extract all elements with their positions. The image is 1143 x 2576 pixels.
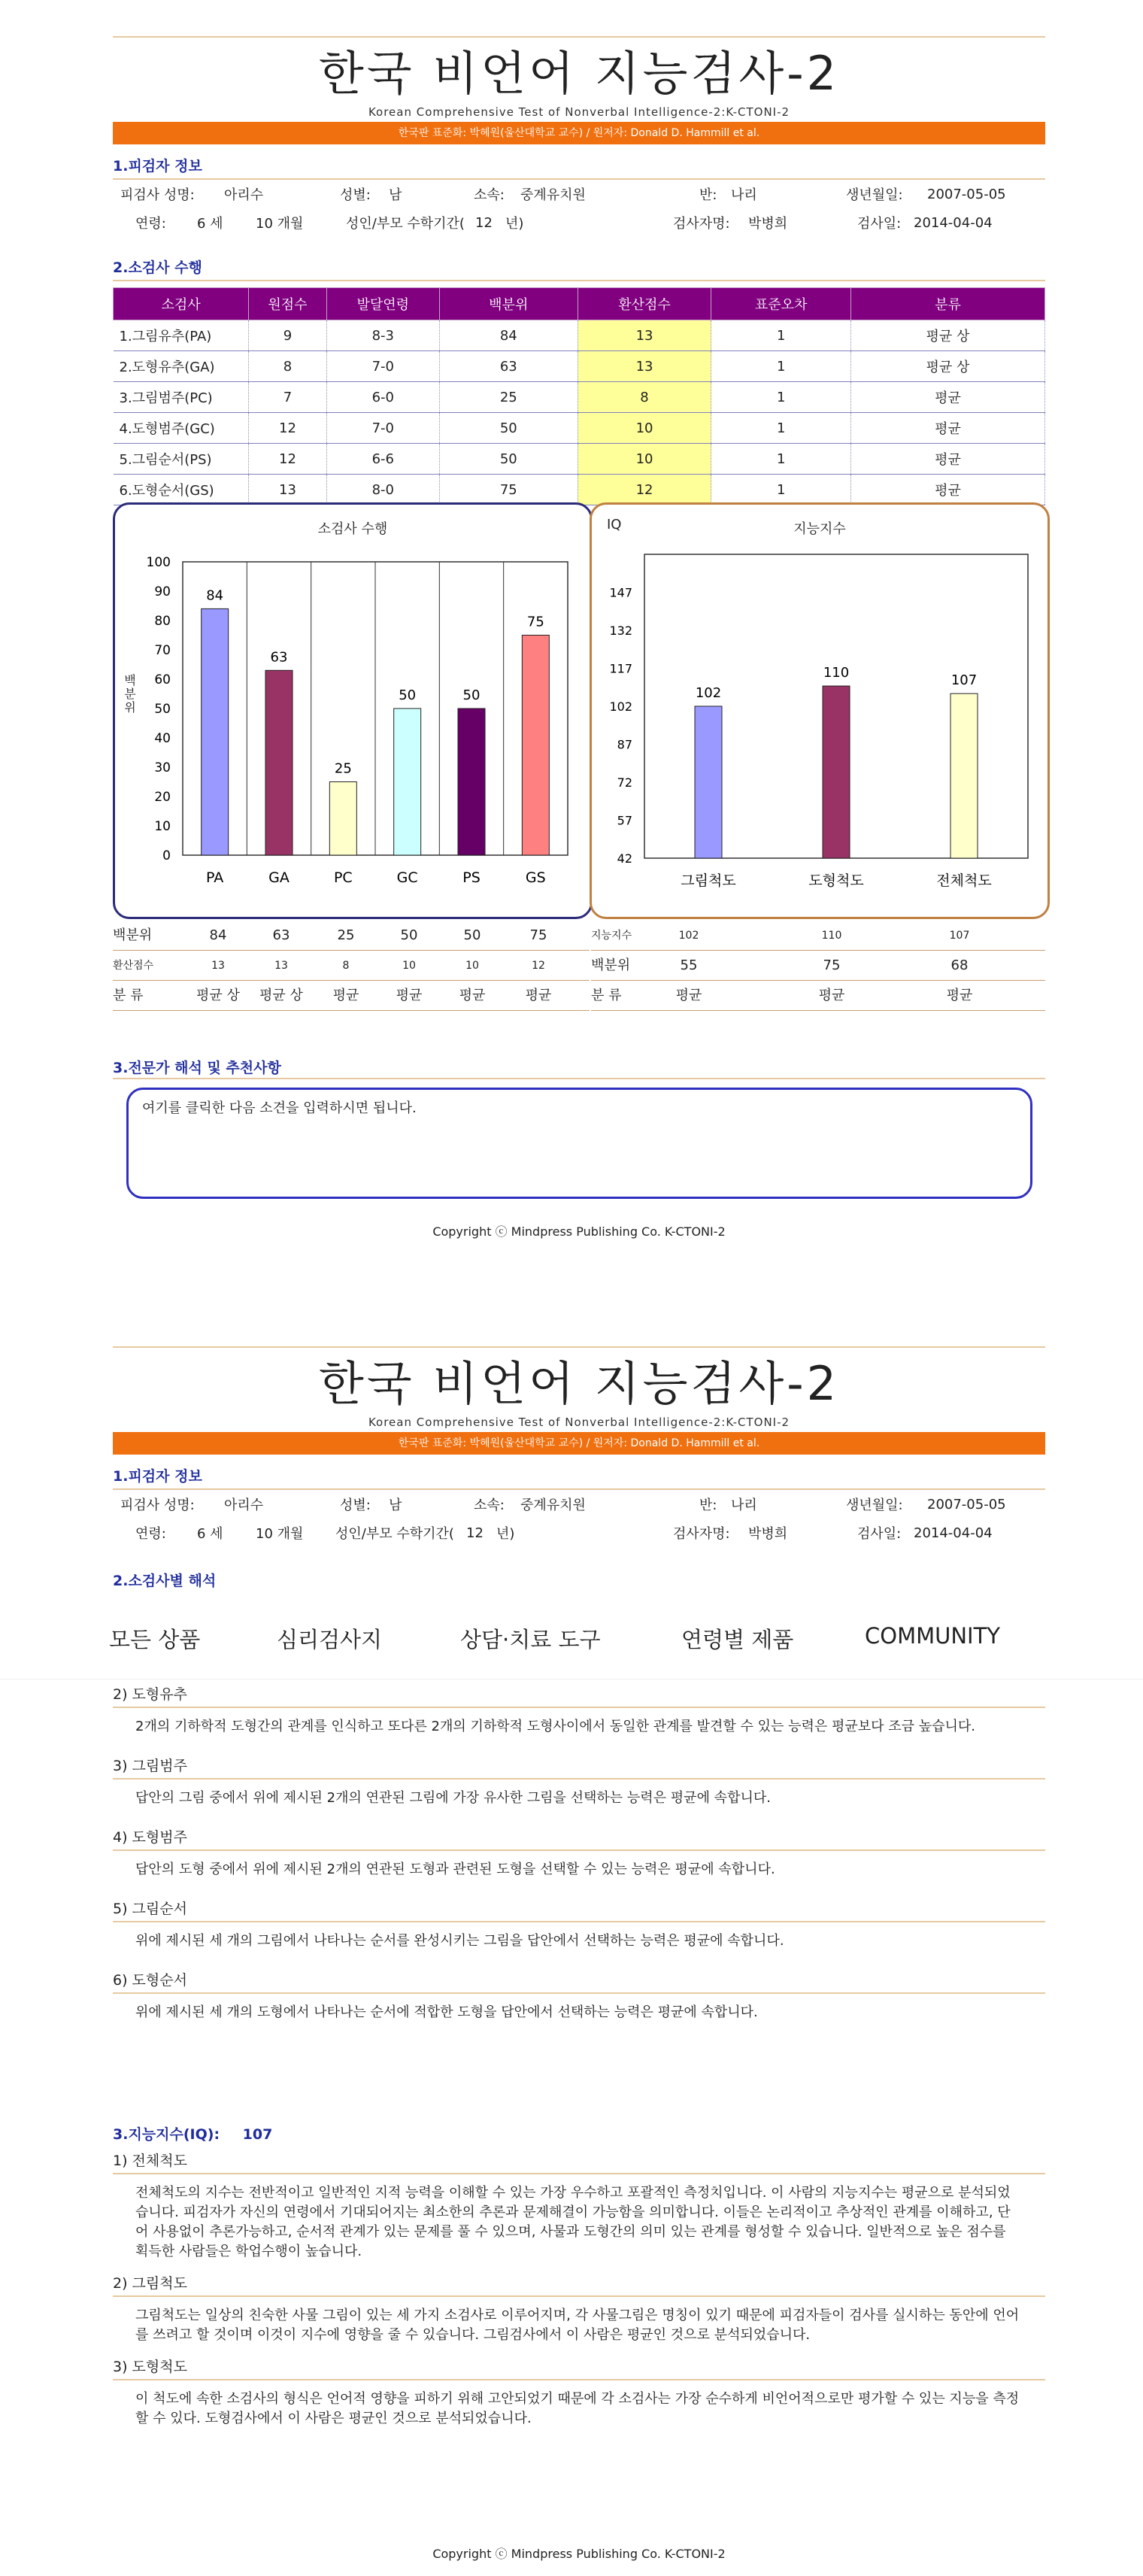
edu-years: 12	[466, 1525, 484, 1541]
subtest-cell: 4.도형범주(GC)	[114, 413, 249, 444]
summary-cell: 10	[402, 960, 416, 972]
test-date-value: 2014-04-04	[914, 1525, 993, 1541]
interp-heading: 2) 그림척도	[113, 2275, 187, 2292]
summary-cell: 75	[823, 957, 841, 973]
gender-value: 남	[389, 187, 402, 203]
y-tick-label: 60	[154, 672, 171, 687]
subtest-cell: 13	[249, 475, 326, 505]
subtest-cell: 6-0	[326, 382, 439, 413]
summary-cell: 평균	[675, 988, 702, 1003]
authors-bar: 한국판 표준화: 박혜원(울산대학교 교수) / 원저자: Donald D. Hammill et al.	[113, 122, 1045, 144]
section-examinee-title: 1.피검자 정보	[113, 158, 202, 174]
subtest-cell: 12	[249, 413, 326, 444]
section-iq-title	[113, 2123, 272, 2144]
subtest-cell: 75	[439, 475, 578, 505]
name-value: 아리수	[224, 187, 264, 203]
y-tick-label: 70	[154, 643, 171, 658]
summary-cell: 84	[209, 927, 227, 943]
subtest-cell: 12	[249, 444, 326, 475]
subtest-cell: 10	[578, 444, 711, 475]
section-divider	[113, 280, 1045, 281]
subtest-cell: 평균 상	[850, 320, 1044, 351]
y-tick-label: 20	[154, 790, 171, 805]
examiner-value: 박병희	[748, 216, 788, 232]
interp-text: 답안의 도형 중에서 위에 제시된 2개의 연관된 도형과 관련된 도형을 선택할 수 있는 능력은 평균에 속합니다.	[135, 1861, 775, 1877]
nav-item[interactable]: 상담·치료 도구	[460, 1627, 601, 1652]
name-label: 피검사 성명:	[120, 187, 195, 203]
iq-title-value: 107	[242, 2126, 273, 2143]
summary-cell: 110	[821, 930, 842, 942]
subtest-cell: 평균	[850, 382, 1044, 413]
nav-item[interactable]: COMMUNITY	[865, 1623, 1001, 1649]
interp-heading: 3) 그림범주	[113, 1758, 187, 1774]
summary-cell: 13	[274, 960, 288, 972]
iq-interpretation-list	[113, 2150, 1045, 2432]
birth-label: 생년월일:	[846, 1497, 903, 1513]
name-value: 아리수	[224, 1497, 264, 1513]
affiliation-label: 소속:	[474, 187, 505, 203]
subtest-table	[113, 287, 1045, 505]
bar-ps	[458, 708, 485, 855]
affiliation-value: 중계유치원	[520, 1497, 586, 1513]
summary-cell: 12	[532, 960, 545, 972]
summary-cell: 13	[211, 960, 225, 972]
birth-value: 2007-05-05	[927, 1496, 1006, 1513]
subtest-bar-chart	[115, 505, 590, 917]
summary-cell: 50	[463, 927, 481, 943]
subtest-header-row	[114, 288, 1045, 320]
summary-cell: 평균	[396, 988, 423, 1003]
report-subtitle: Korean Comprehensive Test of Nonverbal Intelligence-2:K-CTONI-2	[368, 105, 790, 119]
nav-item[interactable]: 심리검사지	[277, 1627, 383, 1652]
interp-text: 이 척도에 속한 소검사의 형식은 언어적 영향을 피하기 위해 고안되었기 때문에 각 소검사는 가장 순수하게 비언어적으로만 평가할 수 있는 지능을 측정할 수 있다. 도형검사에서 이 사람은 평균인 것으로 분석되었습니다.	[135, 2391, 1020, 2426]
subtest-cell: 2.도형유추(GA)	[114, 351, 249, 382]
bar-value-label: 50	[399, 687, 417, 703]
subtest-cell: 8-0	[326, 475, 439, 505]
summary-row-label: 환산점수	[113, 960, 154, 972]
subtest-cell: 7-0	[326, 413, 439, 444]
interp-heading: 4) 도형범주	[113, 1829, 187, 1846]
summary-row	[591, 921, 1045, 951]
x-category-label: GC	[396, 869, 418, 886]
age-months: 10 개월	[256, 216, 304, 232]
subtest-cell: 5.그림순서(PS)	[114, 444, 249, 475]
edu-label: 성인/부모 수학기간(	[335, 1526, 454, 1542]
test-date-label: 검사일:	[857, 1526, 902, 1542]
expert-comment-input[interactable]: 여기를 클릭한 다음 소견을 입력하시면 됩니다.	[126, 1088, 1032, 1199]
summary-cell: 50	[400, 927, 418, 943]
copyright-page-2: Copyright ⓒ Mindpress Publishing Co. K-CTONI-2	[432, 2547, 726, 2561]
edu-years: 12	[475, 214, 493, 231]
examiner-value: 박병희	[748, 1526, 788, 1542]
iq-bar-chart	[592, 505, 1047, 917]
summary-row	[591, 951, 1045, 981]
subtest-cell: 10	[578, 413, 711, 444]
summary-row-label: 분 류	[113, 988, 144, 1003]
summary-row-label: 백분위	[591, 957, 631, 973]
subtest-col-header: 원점수	[249, 288, 326, 320]
section-divider	[113, 1078, 1045, 1079]
interp-text: 위에 제시된 세 개의 그림에서 나타나는 순서를 완성시키는 그림을 답안에서 선택하는 능력은 평균에 속합니다.	[135, 1933, 784, 1949]
gender-label: 성별:	[340, 1497, 371, 1513]
subtest-col-header: 표준오차	[711, 288, 851, 320]
summary-cell: 평균 상	[196, 988, 240, 1003]
y-tick-label: 10	[154, 819, 171, 834]
subtest-cell: 3.그림범주(PC)	[114, 382, 249, 413]
summary-cell: 평균	[332, 988, 359, 1003]
x-category-label: GS	[525, 869, 546, 886]
subtest-cell: 1.그림유추(PA)	[114, 320, 249, 351]
examiner-label: 검사자명:	[673, 1526, 730, 1542]
y-tick-label: 57	[617, 813, 632, 828]
interp-text: 전체척도의 지수는 전반적이고 일반적인 지적 능력을 이해할 수 있는 가장 우수하고 포괄적인 측정치입니다. 이 사람의 지능지수는 평균으로 분석되었습니다. 피검자가 자신의 연령에서 기대되어지는 최소한의 추론과 문제해결이 가능함을 의미합니다. 이들은 논리적이고 추상적인 관계를 이해하고, 단어 사용없이 추론가능하고, 순서적 관계가 있는 문제를 풀 수 있으며, 사물과 도형간의 의미 있는 관계를 형성할 수 있습니다. 일반적으로 높은 점수를 획득한 사람들은 학업수행이 높습니다.	[135, 2185, 1011, 2259]
x-category-label: GA	[268, 869, 290, 886]
subtest-cell: 1	[711, 351, 851, 382]
edu-unit: 년)	[505, 216, 524, 232]
y-tick-label: 147	[609, 585, 632, 600]
subtest-cell: 1	[711, 382, 851, 413]
subtest-cell: 7	[249, 382, 326, 413]
examinee-row-2	[113, 208, 1045, 237]
subtest-interpretation-list	[113, 1683, 1045, 2033]
summary-row	[591, 982, 1045, 1011]
summary-row-label: 백분위	[113, 927, 153, 943]
subtest-col-header: 백분위	[439, 288, 578, 320]
summary-row	[113, 982, 590, 1011]
x-category-label: 도형척도	[808, 872, 864, 889]
x-category-label: PA	[206, 869, 224, 886]
subtest-chart-box	[113, 502, 593, 919]
iq-chart-box	[590, 502, 1050, 919]
subtest-chart-ylabel: 백분위	[124, 673, 136, 715]
interp-heading: 2) 도형유추	[113, 1686, 187, 1703]
bar-value-label: 110	[823, 665, 850, 681]
site-nav-bar	[0, 1604, 1143, 1679]
affiliation-label: 소속:	[474, 1497, 505, 1513]
subtest-row	[114, 444, 1045, 475]
section-expert-title: 3.전문가 해석 및 추천사항	[113, 1060, 281, 1076]
summary-cell: 107	[949, 930, 970, 942]
subtest-chart-title: 소검사 수행	[317, 521, 388, 537]
bar-gs	[522, 636, 549, 856]
class-label: 반:	[699, 187, 717, 203]
authors-bar: 한국판 표준화: 박혜원(울산대학교 교수) / 원저자: Donald D. Hammill et al.	[113, 1432, 1045, 1455]
examinee-row-1	[113, 1490, 1045, 1519]
x-category-label: 전체척도	[936, 872, 992, 889]
bar-pa	[202, 608, 229, 855]
y-tick-label: 40	[154, 731, 171, 746]
top-divider	[113, 1346, 1045, 1348]
interp-heading: 3) 도형척도	[113, 2359, 187, 2375]
age-label: 연령:	[135, 216, 166, 232]
age-years: 6 세	[197, 1526, 223, 1542]
subtest-cell: 6.도형순서(GS)	[114, 475, 249, 505]
subtest-cell: 1	[711, 413, 851, 444]
subtest-col-header: 분류	[850, 288, 1044, 320]
test-date-label: 검사일:	[857, 216, 902, 232]
bar-value-label: 107	[950, 672, 978, 689]
subtest-col-header: 소검사	[114, 288, 249, 320]
y-tick-label: 90	[154, 584, 171, 599]
summary-cell: 75	[529, 927, 547, 943]
examiner-label: 검사자명:	[673, 216, 730, 232]
bar-value-label: 25	[334, 760, 352, 777]
summary-row	[113, 951, 590, 981]
edu-unit: 년)	[496, 1526, 515, 1542]
summary-cell: 평균	[459, 988, 486, 1003]
summary-row-label: 분 류	[591, 988, 622, 1003]
section-interp-title: 2.소검사별 해석	[113, 1573, 217, 1589]
subtest-row	[114, 320, 1045, 351]
x-category-label: PC	[333, 869, 353, 886]
section-examinee-title: 1.피검자 정보	[113, 1468, 202, 1485]
y-tick-label: 42	[617, 851, 632, 866]
report-page-1	[113, 36, 1045, 505]
age-months: 10 개월	[256, 1526, 304, 1542]
summary-cell: 평균	[946, 988, 973, 1003]
summary-cell: 평균 상	[259, 988, 303, 1003]
subtest-cell: 평균	[850, 413, 1044, 444]
interp-heading: 1) 전체척도	[113, 2153, 187, 2169]
x-category-label: 그림척도	[681, 872, 736, 889]
y-tick-label: 100	[146, 555, 171, 570]
subtest-row	[114, 382, 1045, 413]
y-tick-label: 0	[162, 848, 171, 863]
summary-cell: 68	[950, 957, 969, 973]
subtest-cell: 13	[578, 351, 711, 382]
nav-item[interactable]: 모든 상품	[109, 1627, 201, 1652]
birth-label: 생년월일:	[846, 187, 903, 203]
name-label: 피검사 성명:	[120, 1497, 195, 1513]
report-title: 한국 비언어 지능검사-2	[318, 1356, 840, 1411]
x-category-label: PS	[462, 869, 481, 886]
report-title: 한국 비언어 지능검사-2	[318, 46, 840, 101]
interp-text: 2개의 기하학적 도형간의 관계를 인식하고 또다른 2개의 기하학적 도형사이에서 동일한 관계를 발견할 수 있는 능력은 평균보다 조금 높습니다.	[135, 1719, 976, 1734]
bar-gc	[394, 708, 421, 855]
interp-heading: 5) 그림순서	[113, 1901, 187, 1917]
nav-item[interactable]: 연령별 제품	[681, 1627, 794, 1652]
iq-title-label: 3.지능지수(IQ):	[113, 2126, 220, 2143]
subtest-cell: 84	[439, 320, 578, 351]
interp-text: 그림척도는 일상의 친숙한 사물 그림이 있는 세 가지 소검사로 이루어지며, 각 사물그림은 명칭이 있기 때문에 피검자들이 검사를 실시하는 동안에 언어를 쓰려고 할 것이며 이것이 지수에 영향을 줄 수 있습니다. 그림검사에서 이 사람은 평균인 것으로 분석되었습니다.	[135, 2307, 1020, 2343]
y-tick-label: 102	[609, 699, 632, 714]
subtest-cell: 평균 상	[850, 351, 1044, 382]
subtest-row	[114, 413, 1045, 444]
examinee-row-2	[113, 1519, 1045, 1547]
interp-text: 답안의 그림 중에서 위에 제시된 2개의 연관된 그림에 가장 유사한 그림을 선택하는 능력은 평균에 속합니다.	[135, 1790, 771, 1806]
class-value: 나리	[731, 187, 757, 203]
edu-label: 성인/부모 수학기간(	[346, 216, 465, 232]
y-tick-label: 117	[609, 661, 632, 676]
affiliation-value: 중계유치원	[520, 187, 586, 203]
subtest-cell: 1	[711, 475, 851, 505]
subtest-cell: 8-3	[326, 320, 439, 351]
gender-label: 성별:	[340, 187, 371, 203]
bar-value-label: 102	[695, 685, 722, 701]
subtest-cell: 7-0	[326, 351, 439, 382]
subtest-row	[114, 351, 1045, 382]
y-tick-label: 30	[154, 760, 171, 775]
age-years: 6 세	[197, 216, 223, 232]
y-tick-label: 80	[154, 614, 171, 629]
bar-그림척도	[695, 706, 722, 858]
subtest-cell: 13	[578, 320, 711, 351]
summary-cell: 55	[680, 957, 698, 973]
y-tick-label: 50	[154, 702, 171, 717]
examinee-row-1	[113, 180, 1045, 208]
gender-value: 남	[389, 1497, 402, 1513]
summary-cell: 평균	[818, 988, 845, 1003]
subtest-cell: 평균	[850, 444, 1044, 475]
summary-cell: 평균	[525, 988, 552, 1003]
class-label: 반:	[699, 1497, 717, 1513]
subtest-cell: 9	[249, 320, 326, 351]
subtest-cell: 50	[439, 444, 578, 475]
subtest-cell: 평균	[850, 475, 1044, 505]
interp-heading: 6) 도형순서	[113, 1972, 187, 1989]
subtest-cell: 8	[249, 351, 326, 382]
bar-value-label: 63	[270, 649, 288, 666]
section-subtest-title: 2.소검사 수행	[113, 259, 202, 276]
summary-row	[113, 921, 590, 951]
copyright-page-1: Copyright ⓒ Mindpress Publishing Co. K-CTONI-2	[432, 1224, 726, 1239]
interp-text: 위에 제시된 세 개의 도형에서 나타나는 순서에 적합한 도형을 답안에서 선택하는 능력은 평균에 속합니다.	[135, 2004, 758, 2020]
subtest-cell: 63	[439, 351, 578, 382]
bar-value-label: 75	[526, 614, 544, 630]
summary-cell: 102	[678, 930, 699, 942]
bar-ga	[265, 670, 293, 855]
subtest-cell: 8	[578, 382, 711, 413]
subtest-col-header: 발달연령	[326, 288, 439, 320]
summary-cell: 8	[342, 960, 350, 972]
birth-value: 2007-05-05	[927, 186, 1006, 202]
bar-전체척도	[950, 693, 978, 858]
age-label: 연령:	[135, 1526, 166, 1542]
summary-cell: 10	[465, 960, 479, 972]
subtest-cell: 1	[711, 444, 851, 475]
report-page-2	[113, 1346, 1045, 1590]
bar-value-label: 50	[462, 687, 481, 703]
subtest-cell: 6-6	[326, 444, 439, 475]
y-tick-label: 132	[609, 624, 632, 638]
summary-cell: 63	[272, 927, 290, 943]
bar-value-label: 84	[206, 587, 224, 604]
class-value: 나리	[731, 1497, 757, 1513]
subtest-cell: 50	[439, 413, 578, 444]
subtest-col-header: 환산점수	[578, 288, 711, 320]
bar-pc	[329, 782, 356, 856]
subtest-cell: 12	[578, 475, 711, 505]
subtest-cell: 25	[439, 382, 578, 413]
subtest-cell: 1	[711, 320, 851, 351]
summary-row-label: 지능지수	[591, 930, 632, 942]
subtest-row	[114, 475, 1045, 505]
report-subtitle: Korean Comprehensive Test of Nonverbal Intelligence-2:K-CTONI-2	[368, 1415, 790, 1429]
y-tick-label: 72	[617, 775, 632, 790]
bar-도형척도	[823, 686, 850, 858]
iq-chart-title: 지능지수	[793, 521, 846, 537]
test-date-value: 2014-04-04	[914, 214, 993, 231]
y-tick-label: 87	[617, 737, 632, 752]
top-divider	[113, 36, 1045, 38]
summary-cell: 25	[337, 927, 355, 943]
iq-chart-ylabel: IQ	[607, 517, 622, 532]
